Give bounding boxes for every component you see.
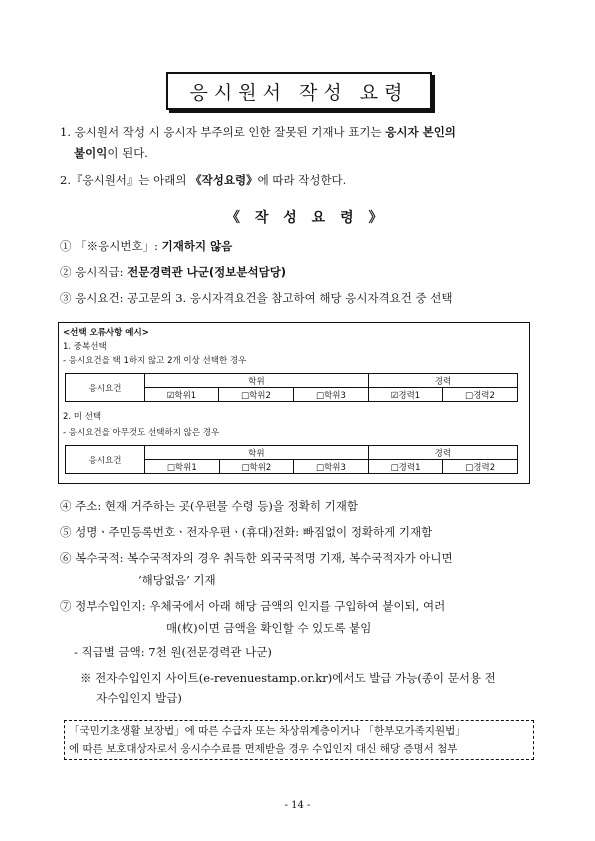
case-1-table: [65, 373, 518, 402]
item-2: [60, 262, 286, 282]
case-1-title: 1. 중복선택: [63, 342, 107, 352]
item-1-text: 「※응시번호」:: [75, 239, 162, 253]
fee-note: ※ 전자수입인지 사이트(e-revenuestamp.or.kr)에서도 발급 가능(종이 문서용 전: [80, 671, 496, 685]
case-2-table: [65, 445, 518, 474]
item-2-num: ②: [60, 265, 72, 279]
item-6-cont: ‘해당없음’ 기재: [138, 573, 216, 587]
section-title: 《 작 성 요 령 》: [226, 210, 388, 226]
case-2-group-career: 경력: [368, 446, 517, 460]
intro-line-2: [60, 170, 346, 190]
case-2-group-degree: 학위: [145, 446, 369, 460]
intro-1-bold: 응시자 본인의: [385, 125, 456, 139]
intro-1-bold-cont: 불이익: [74, 146, 108, 160]
item-4: [60, 496, 358, 516]
case-1-option: ☑학위1: [145, 388, 219, 402]
intro-2-bold: 《작성요령》: [190, 173, 258, 187]
intro-1-text: 1. 응시원서 작성 시 응시자 부주의로 인한 잘못된 기재나 표기는: [60, 125, 386, 139]
intro-2-text: 2.『응시원서』는 아래의: [60, 173, 191, 187]
item-4-text: 주소: 현재 거주하는 곳(우편물 수령 등)을 정확히 기재함: [75, 499, 358, 513]
exemption-notice-box: [64, 720, 534, 760]
item-5-num: ⑤: [60, 525, 72, 539]
case-2-title: 2. 미 선택: [63, 412, 102, 422]
item-1: [60, 236, 232, 256]
item-4-num: ④: [60, 499, 72, 513]
item-5-text: 성명ㆍ주민등록번호ㆍ전자우편ㆍ(휴대)전화: 빠짐없이 정확하게 기재함: [75, 525, 433, 539]
item-7-num: ⑦: [60, 599, 72, 613]
item-6-num: ⑥: [60, 551, 72, 565]
fee-note-cont: 자수입인지 발급): [96, 691, 182, 705]
fee-line: - 직급별 금액: 7천 원(전문경력관 나군): [74, 645, 272, 659]
case-1-option: ☑경력1: [368, 388, 442, 402]
case-1-option: □학위3: [293, 388, 368, 402]
case-2-option: □경력2: [443, 460, 518, 474]
item-3-text: 응시요건: 공고문의 3. 응시자격요건을 참고하여 해당 응시자격요건 중 선택: [75, 291, 453, 305]
case-2-desc: - 응시요건을 아무것도 선택하지 않은 경우: [63, 428, 220, 438]
notice-line-1: 「국민기초생활 보장법」에 따른 수급자 또는 차상위계층이거나 「한부모가족지원법」: [69, 725, 466, 737]
item-5: [60, 522, 432, 542]
notice-line-2: 에 따른 보호대상자로서 응시수수료를 면제받을 경우 수입인지 대신 해당 증명서 첨부: [69, 743, 458, 755]
case-2-option: □경력1: [368, 460, 443, 474]
item-6: [60, 548, 453, 568]
intro-2-rest: 에 따라 작성한다.: [257, 173, 347, 187]
item-1-num: ①: [60, 239, 72, 253]
item-1-bold: 기재하지 않음: [161, 239, 233, 253]
case-1-desc: - 응시요건을 택 1하지 않고 2개 이상 선택한 경우: [63, 356, 247, 366]
item-3: [60, 288, 453, 308]
case-2-option: □학위2: [219, 460, 294, 474]
item-7: [60, 596, 445, 616]
item-7-cont: 매(枚)이면 금액을 확인할 수 있도록 붙임: [166, 621, 372, 635]
case-1-row-label: 응시요건: [66, 374, 145, 402]
item-2-bold: 전문경력관 나군(정보분석담당): [127, 265, 287, 279]
example-header: <선택 오류사항 예시>: [63, 328, 149, 338]
case-2-option: □학위1: [145, 460, 220, 474]
case-1-group-degree: 학위: [145, 374, 369, 388]
case-1-option: □경력2: [442, 388, 517, 402]
case-1-option: □학위2: [218, 388, 293, 402]
item-6-text: 복수국적: 복수국적자의 경우 취득한 외국국적명 기재, 복수국적자가 아니면: [75, 551, 453, 565]
intro-line-1-cont: [74, 143, 148, 163]
case-2-row-label: 응시요건: [66, 446, 145, 474]
case-1-group-career: 경력: [368, 374, 517, 388]
document-title: 응시원서 작성 요령: [166, 72, 432, 110]
item-2-text: 응시직급:: [75, 265, 128, 279]
item-3-num: ③: [60, 291, 72, 305]
item-7-text: 정부수입인지: 우체국에서 아래 해당 금액의 인지를 구입하여 붙이되, 여러: [75, 599, 446, 613]
page-number: - 14 -: [284, 800, 311, 811]
selection-error-example-box: [58, 322, 530, 484]
intro-1-rest: 이 된다.: [107, 146, 148, 160]
case-2-option: □학위3: [294, 460, 369, 474]
intro-line-1: [60, 122, 456, 142]
